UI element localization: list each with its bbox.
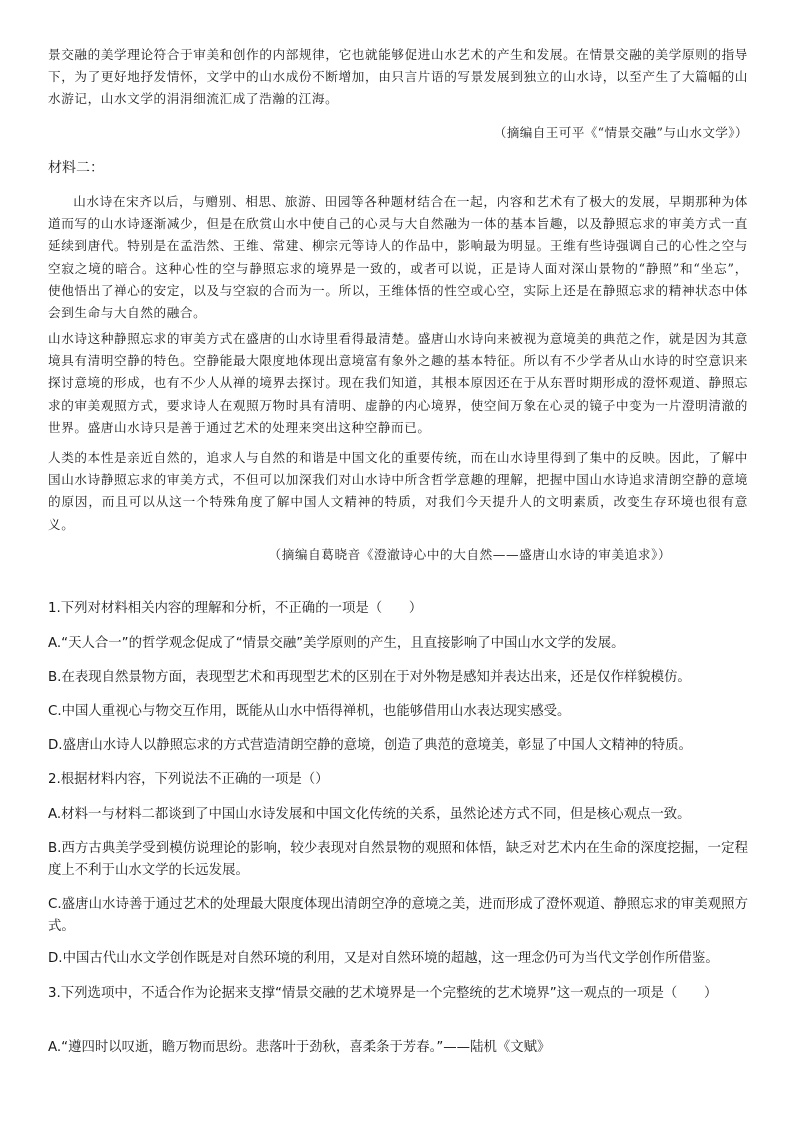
question-1-option-d: D.盛唐山水诗人以静照忘求的方式营造清朗空静的意境，创造了典范的意境美，彰显了中国人文精神的特质。 xyxy=(48,738,692,753)
question-1-option-b: B.在表现自然景物方面，表现型艺术和再现型艺术的区别在于对外物是感知并表达出来，还是仅作样貌模仿。 xyxy=(48,670,691,685)
question-2-option-d: D.中国古代山水文学创作既是对自然环境的利用，又是对自然环境的超越，这一理念仍可为当代文学创作所借鉴。 xyxy=(48,951,719,966)
question-1-option-a: A.“天人合一”的哲学观念促成了“情景交融”美学原则的产生，且直接影响了中国山水文学的发展。 xyxy=(48,636,625,651)
question-3-option-a: A.“遵四时以叹逝，瞻万物而思纷。悲落叶于劲秋，喜柔条于芳春。”——陆机《文赋》 xyxy=(48,1040,551,1055)
material2-paragraph-2: 山水诗这种静照忘求的审美方式在盛唐的山水诗里看得最清楚。盛唐山水诗向来被视为意境美的典范之作，就是因为其意境具有清明空静的特色。空静能最大限度地体现出意境富有象外之趣的基本特征。所以有不少学者从山水诗的时空意识来探讨意境的形成，也有不少人从禅的境界去探讨。现在我们知道，其根本原因还在于从东晋时期形成的澄怀观道、静照忘求的审美观照方式，要求诗人在观照万物时具有清明、虚静的内心境界，使空间万象在心灵的镜子中变为一片澄明清澈的世界。盛唐山水诗只是善于通过艺术的处理来突出这种空静而已。 xyxy=(48,331,748,435)
material2-paragraph-1: 山水诗在宋齐以后，与赠别、相思、旅游、田园等各种题材结合在一起，内容和艺术有了极大的发展，早期那种为体道而写的山水诗逐渐减少，但是在欣赏山水中使自己的心灵与大自然融为一体的基本旨趣，以及静照忘求的审美方式一直延续到唐代。特别是在孟浩然、王维、常建、柳宗元等诗人的作品中，影响最为明显。王维有些诗强调自己的心性之空与空寂之境的暗合。这种心性的空与静照忘求的境界是一致的，或者可以说，正是诗人面对深山景物的“静照”和“坐忘”，使他悟出了禅心的安定，以及与空寂的合而为一。所以，王维体悟的性空或心空，实际上还是在静照忘求的精神状态中体会到生命与大自然的融合。 xyxy=(48,194,748,321)
question-1-option-c: C.中国人重视心与物交互作用，既能从山水中悟得禅机，也能够借用山水表达现实感受。 xyxy=(48,704,571,719)
question-2-stem: 2.根据材料内容，下列说法不正确的一项是（） xyxy=(48,772,329,787)
question-2-option-c: C.盛唐山水诗善于通过艺术的处理最大限度体现出清朗空净的意境之美，进而形成了澄怀观道、静照忘求的审美观照方式。 xyxy=(48,897,748,934)
question-2-option-a: A.材料一与材料二都谈到了中国山水诗发展和中国文化传统的关系，虽然论述方式不同，但是核心观点一致。 xyxy=(48,807,691,822)
material2-heading: 材料二： xyxy=(48,160,104,176)
material2-citation: （摘编自葛晓音《澄澈诗心中的大自然——盛唐山水诗的审美追求》） xyxy=(268,547,672,562)
material1-tail-paragraph: 景交融的美学理论符合于审美和创作的内部规律，它也就能够促进山水艺术的产生和发展。在情景交融的美学原则的指导下，为了更好地抒发情怀，文学中的山水成份不断增加，由只言片语的写景发展到独立的山水诗，以至产生了大篇幅的山水游记，山水文学的涓涓细流汇成了浩瀚的江海。 xyxy=(48,47,748,107)
question-2-option-b: B.西方古典美学受到模仿说理论的影响，较少表现对自然景物的观照和体悟，缺乏对艺术内在生命的深度挖掘，一定程度上不利于山水文学的长远发展。 xyxy=(48,841,748,878)
material1-citation: （摘编自王可平《“情景交融”与山水文学》） xyxy=(493,125,748,140)
question-1-stem: 1.下列对材料相关内容的理解和分析，不正确的一项是（ ） xyxy=(48,601,423,616)
material2-paragraph-3: 人类的本性是亲近自然的，追求人与自然的和谐是中国文化的重要传统，而在山水诗里得到了集中的反映。因此，了解中国山水诗静照忘求的审美方式，不但可以加深我们对山水诗中所含哲学意趣的理解，把握中国山水诗追求清朗空静的意境的原因，而且可以从这一个特殊角度了解中国人文精神的特质，对我们今天提升人的文明素质，改变生存环境也很有意义。 xyxy=(48,450,748,532)
question-3-stem: 3.下列选项中，不适合作为论据来支撑“情景交融的艺术境界是一个完整统的艺术境界”这一观点的一项是（ ） xyxy=(48,986,718,1001)
